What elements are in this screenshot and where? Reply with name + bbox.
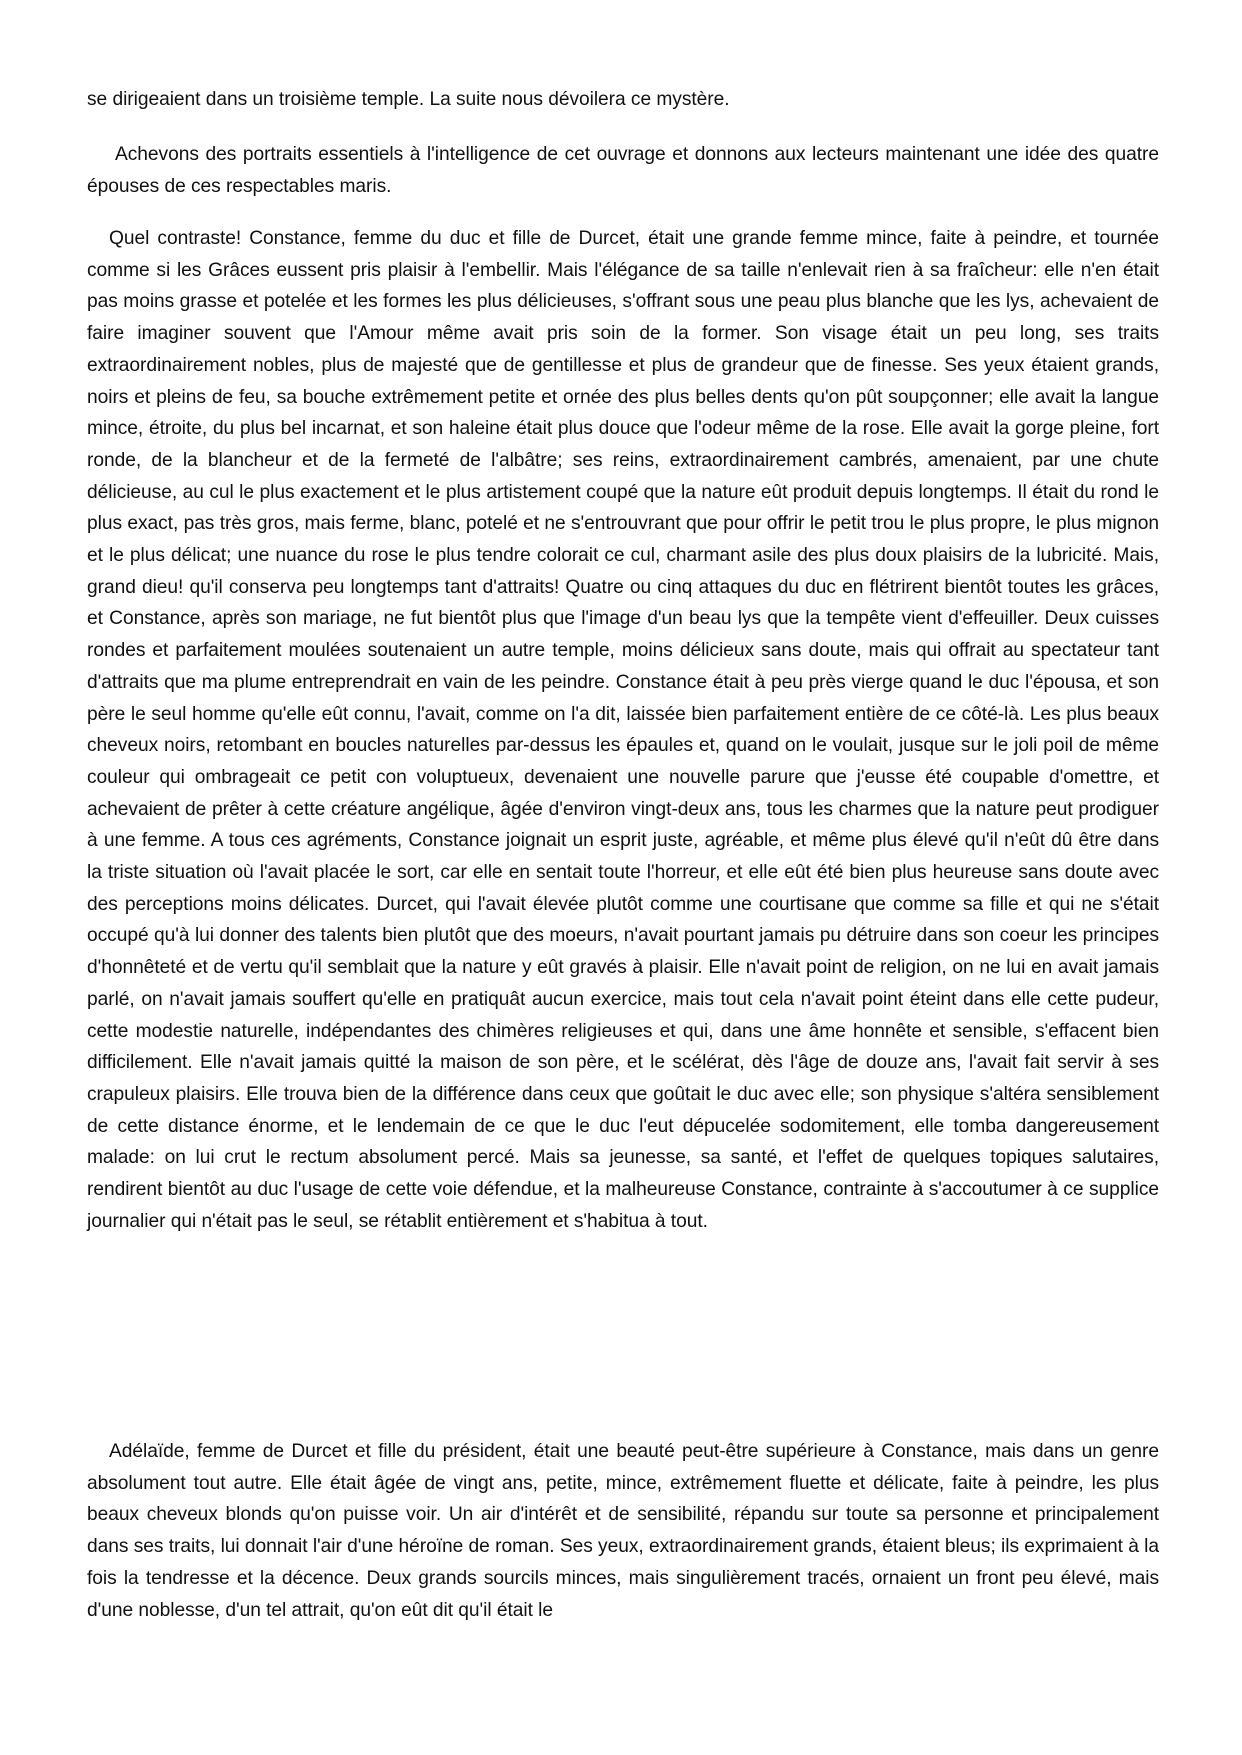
paragraph-intro-wives: Achevons des portraits essentiels à l'intelligence de cet ouvrage et donnons aux lecteurs maintenant une idée des quatre épouses de ces respectables maris. [87,144,1159,197]
paragraph-continuation: se dirigeaient dans un troisième temple. La suite nous dévoilera ce mystère. [87,89,730,110]
paragraph-constance: Quel contraste! Constance, femme du duc et fille de Durcet, était une grande femme mince, faite à peindre, et tournée comme si les Grâces eussent pris plaisir à l'embellir. Mais l'élégance de sa taille n'enlevait rien à sa fraîcheur: elle n'en était pas moins grasse et potelée et les formes les plus délicieuses, s'offrant sous une peau plus blanche que les lys, achevaient de faire imaginer souvent que l'Amour même avait pris soin de la former. Son visage était un peu long, ses traits extraordinairement nobles, plus de majesté que de gentillesse et plus de grandeur que de finesse. Ses yeux étaient grands, noirs et pleins de feu, sa bouche extrêmement petite et ornée des plus belles dents qu'on pût soupçonner; elle avait la langue mince, étroite, du plus bel incarnat, et son haleine était plus douce que l'odeur même de la rose. Elle avait la gorge pleine, fort ronde, de la blancheur et de la fermeté de l'albâtre; ses reins, extraordinairement cambrés, amenaient, par une chute délicieuse, au cul le plus exactement et le plus artistement coupé que la nature eût produit depuis longtemps. Il était du rond le plus exact, pas très gros, mais ferme, blanc, potelé et ne s'entrouvrant que pour offrir le petit trou le plus propre, le plus mignon et le plus délicat; une nuance du rose le plus tendre colorait ce cul, charmant asile des plus doux plaisirs de la lubricité. Mais, grand dieu! qu'il conserva peu longtemps tant d'attraits! Quatre ou cinq attaques du duc en flétrirent bientôt toutes les grâces, et Constance, après son mariage, ne fut bientôt plus que l'image d'un beau lys que la tempête vient d'effeuiller. Deux cuisses rondes et parfaitement moulées soutenaient un autre temple, moins délicieux sans doute, mais qui offrait au spectateur tant d'attraits que ma plume entreprendrait en vain de les peindre. Constance était à peu près vierge quand le duc l'épousa, et son père le seul homme qu'elle eût connu, l'avait, comme on l'a dit, laissée bien parfaitement entière de ce côté-là. Les plus beaux cheveux noirs, retombant en boucles naturelles par-dessus les épaules et, quand on le voulait, jusque sur le joli poil de même couleur qui ombrageait ce petit con voluptueux, devenaient une nouvelle parure que j'eusse été coupable d'omettre, et achevaient de prêter à cette créature angélique, âgée d'environ vingt-deux ans, tous les charmes que la nature peut prodiguer à une femme. A tous ces agréments, Constance joignait un esprit juste, agréable, et même plus élevé qu'il n'eût dû être dans la triste situation où l'avait placée le sort, car elle en sentait toute l'horreur, et elle eût été bien plus heureuse sans doute avec des perceptions moins délicates. Durcet, qui l'avait élevée plutôt comme une courtisane que comme sa fille et qui ne s'était occupé qu'à lui donner des talents bien plutôt que des moeurs, n'avait pourtant jamais pu détruire dans son coeur les principes d'honnêteté et de vertu qu'il semblait que la nature y eût gravés à plaisir. Elle n'avait point de religion, on ne lui en avait jamais parlé, on n'avait jamais souffert qu'elle en pratiquât aucun exercice, mais tout cela n'avait point éteint dans elle cette pudeur, cette modestie naturelle, indépendantes des chimères religieuses et qui, dans une âme honnête et sensible, s'effacent bien difficilement. Elle n'avait jamais quitté la maison de son père, et le scélérat, dès l'âge de douze ans, l'avait fait servir à ses crapuleux plaisirs. Elle trouva bien de la différence dans ceux que goûtait le duc avec elle; son physique s'altéra sensiblement de cette distance énorme, et le lendemain de ce que le duc l'eut dépucelée sodomitement, elle tomba dangereusement malade: on lui crut le rectum absolument percé. Mais sa jeunesse, sa santé, et l'effet de quelques topiques salutaires, rendirent bientôt au duc l'usage de cette voie défendue, et la malheureuse Constance, contrainte à s'accoutumer à ce supplice journalier qui n'était pas le seul, se rétablit entièrement et s'habitua à tout. [87,228,1159,1232]
paragraph-adelaide: Adélaïde, femme de Durcet et fille du président, était une beauté peut-être supérieure à Constance, mais dans un genre absolument tout autre. Elle était âgée de vingt ans, petite, mince, extrêmement fluette et délicate, faite à peindre, les plus beaux cheveux blonds qu'on puisse voir. Un air d'intérêt et de sensibilité, répandu sur toute sa personne et principalement dans ses traits, lui donnait l'air d'une héroïne de roman. Ses yeux, extraordinairement grands, étaient bleus; ils exprimaient à la fois la tendresse et la décence. Deux grands sourcils minces, mais singulièrement tracés, ornaient un front peu élevé, mais d'une noblesse, d'un tel attrait, qu'on eût dit qu'il était le [87,1441,1159,1621]
